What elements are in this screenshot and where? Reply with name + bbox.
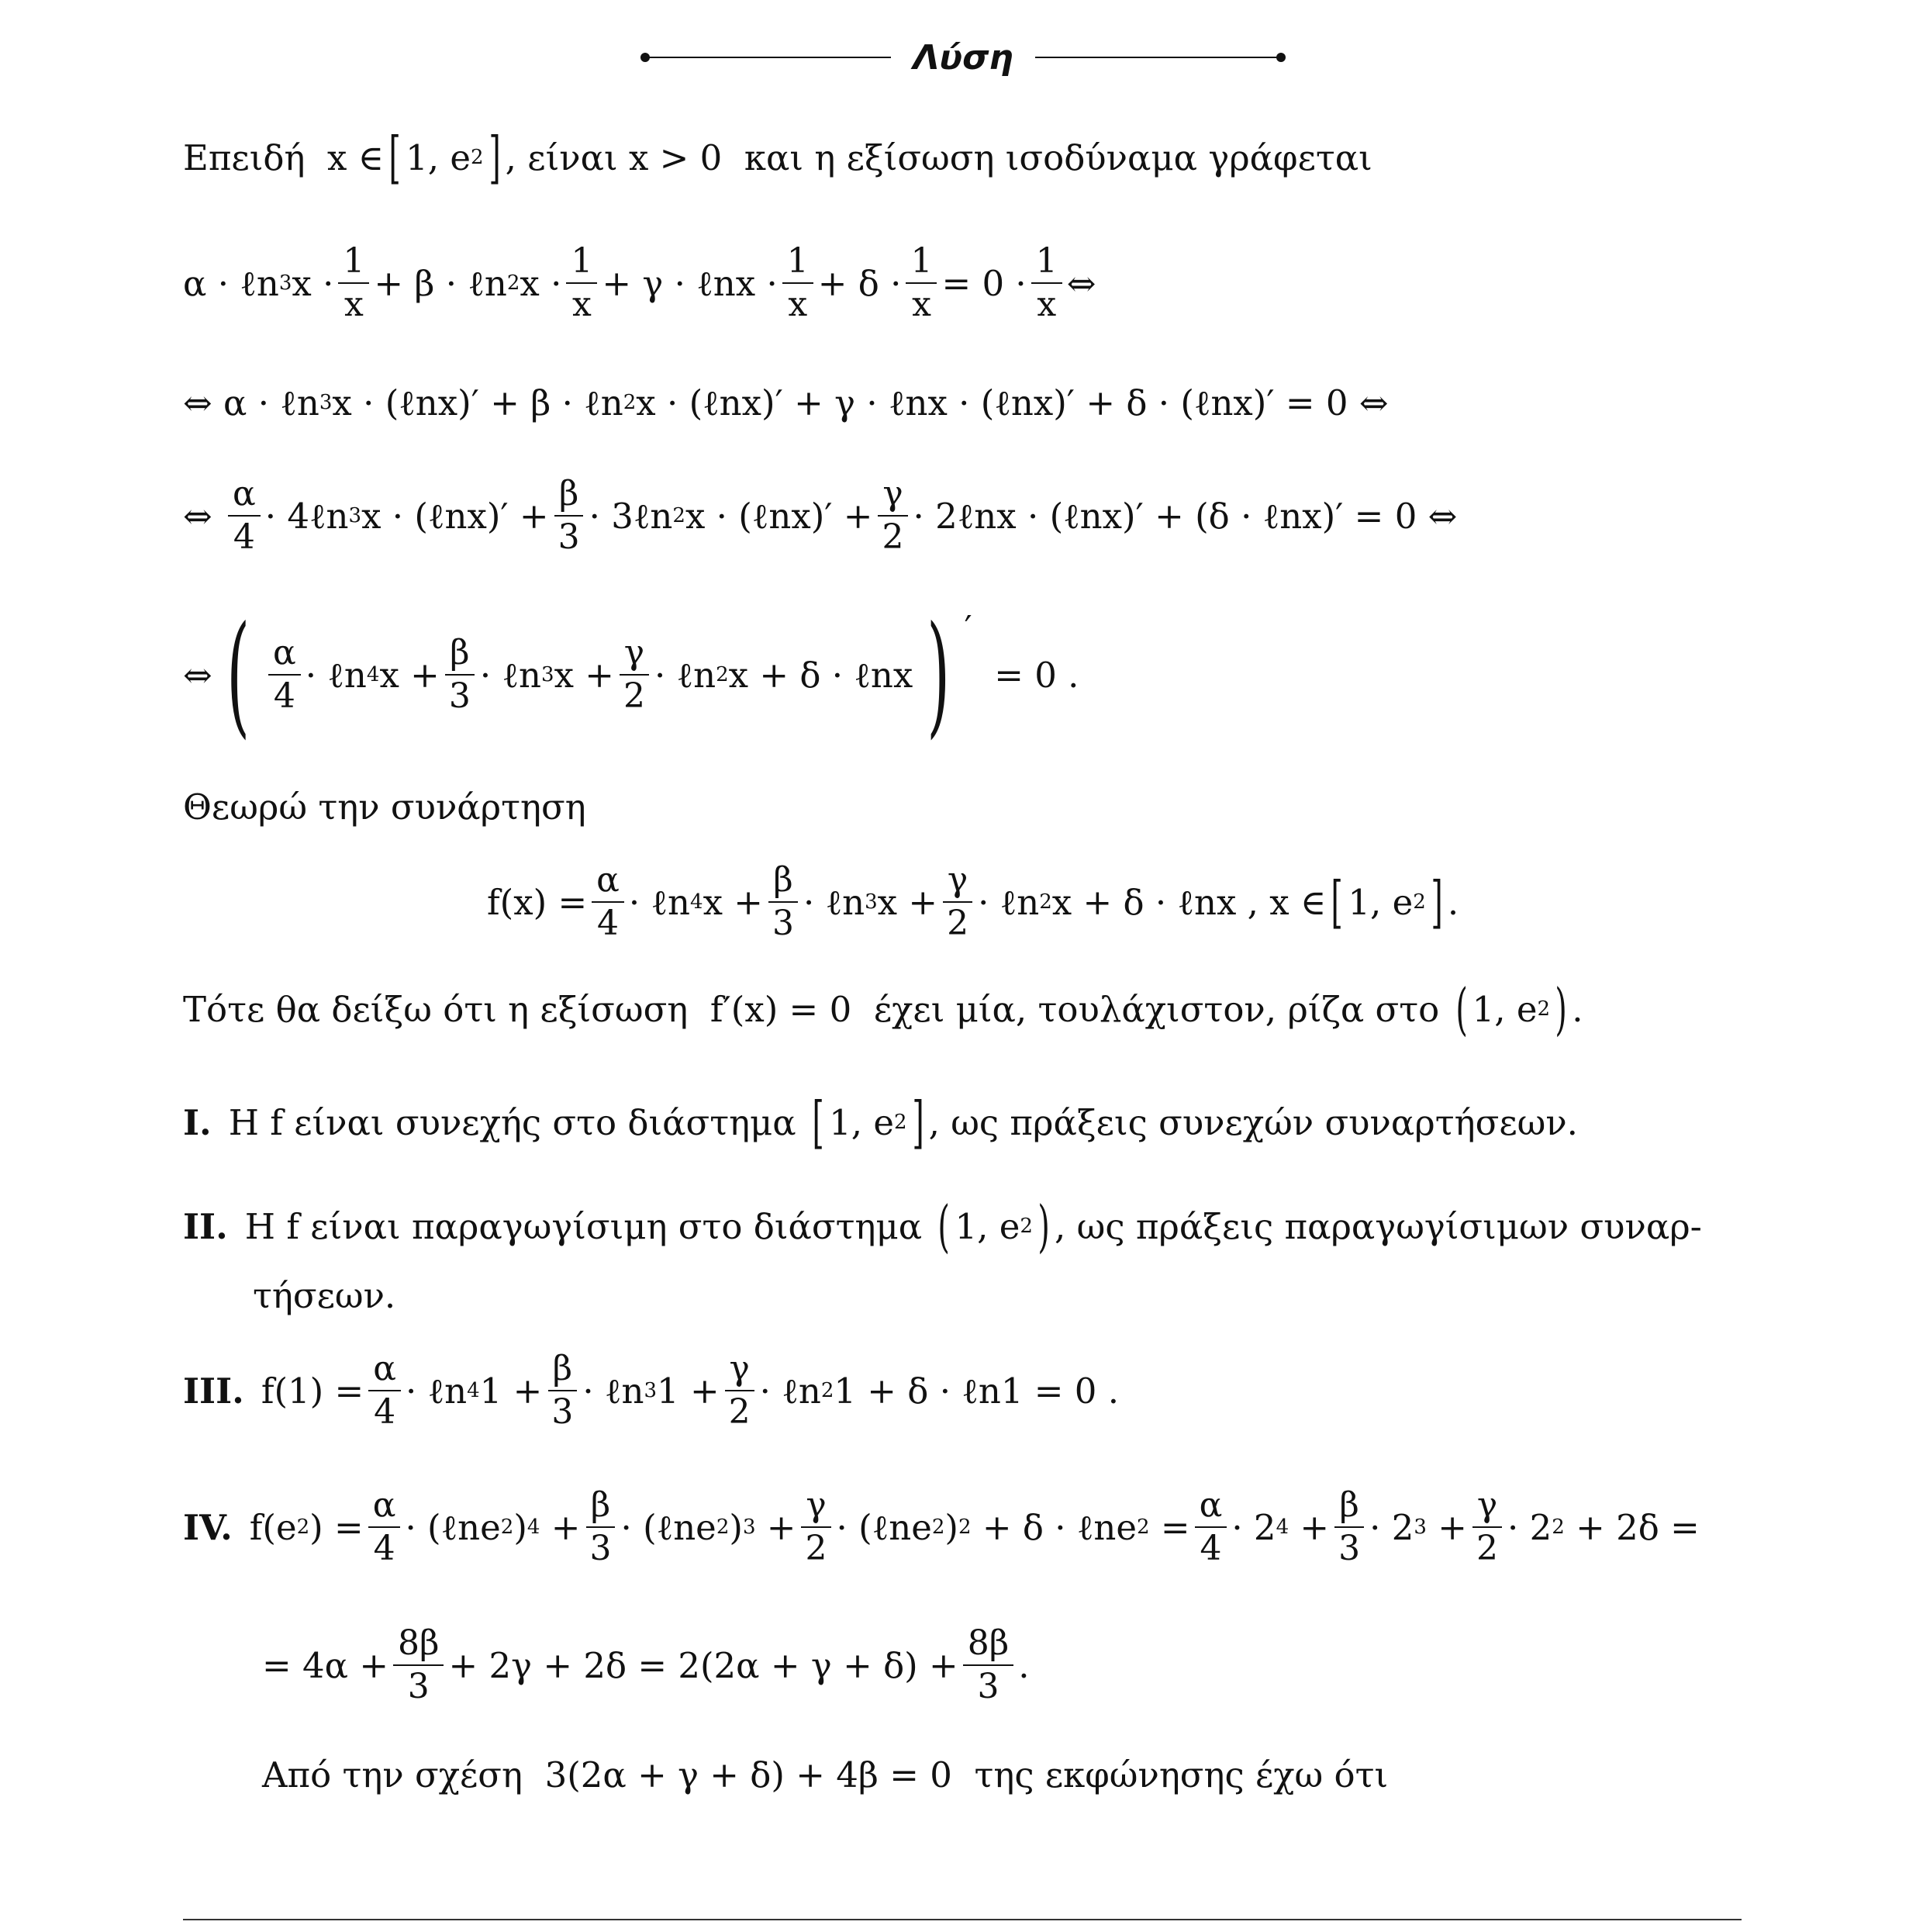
fraction [801, 1484, 832, 1568]
item-label: II. [183, 1205, 228, 1247]
math-fragment: · ℓn [978, 881, 1040, 923]
denominator: 4 [233, 517, 255, 557]
numerator: 8β [393, 1626, 444, 1666]
math-fragment: · 2ℓnx · (ℓnx)′ + (δ · ℓnx)′ = 0 ⇔ [913, 495, 1458, 537]
math-fragment: ⇔ α · ℓn [183, 382, 319, 423]
math-fragment: · ℓn [654, 654, 716, 696]
section-header [645, 34, 1281, 81]
text-fragment: και η εξίσωση ισοδύναμα γράφεται [744, 137, 1372, 178]
numerator: 1 [1031, 244, 1062, 284]
numerator: α [1195, 1488, 1227, 1528]
fraction [338, 240, 369, 324]
paragraph-relation [262, 1744, 1388, 1806]
item-iv: IV. f(e 2 ) = $\frac{\alpha}{4}$ · (ℓne 2 ) 4 + $\frac{\beta}{3}$ · (ℓne 2 ) 3 + $\frac{\gamma}{2}$ · (ℓne 2 ) 2 + δ · ℓne 2 = $\frac{\alpha}{4}$ · 2 4 + $\frac{\beta}{3}$ · 2 3 + $\frac{\gamma}{2}$ · 2 2 + 2δ = [183, 1484, 1700, 1568]
math-fragment: x + [703, 881, 763, 923]
numerator: γ [1472, 1488, 1502, 1528]
denominator: x [344, 285, 364, 324]
interval-text: 1, e [955, 1205, 1020, 1247]
denominator: x [788, 285, 808, 324]
math-fragment: · 2 [1369, 1506, 1414, 1548]
math-fragment: x · [520, 262, 562, 304]
math-fragment: x · (ℓnx)′ + β · ℓn [332, 382, 623, 423]
item-label: III. [183, 1370, 244, 1412]
item-label: IV. [183, 1506, 233, 1548]
math-fragment: x ∈ [327, 137, 385, 178]
item-iii: III. f(1) = $\frac{\alpha}{4}$ · ℓn 4 1 + $\frac{\beta}{3}$ · ℓn 3 1 + $\frac{\gamma}{2}$ · ℓn 2 1 + δ · ℓn1 = 0 . [183, 1348, 1120, 1432]
item-ii: II. Η f είναι παραγωγίσιμη στο διάστημα ( 1, e 2 ) , ως πράξεις παραγωγίσιμων συναρ- [183, 1194, 1702, 1259]
paragraph-define [183, 776, 586, 838]
math-fragment: 1 + δ · ℓn1 = 0 . [834, 1370, 1120, 1412]
text-fragment: , ως πράξεις συνεχών συναρτήσεων. [928, 1101, 1578, 1143]
denominator: 4 [597, 904, 620, 943]
fraction [566, 240, 597, 324]
math-fragment: x + δ · ℓnx , x ∈ [1051, 881, 1327, 923]
math-fragment: + [1438, 1506, 1467, 1548]
numerator: γ [878, 476, 907, 517]
numerator: β [768, 862, 797, 903]
numerator: α [268, 635, 301, 676]
denominator: x [912, 285, 931, 324]
fraction [228, 473, 261, 557]
text-fragment: Η f είναι συνεχής στο διάστημα [228, 1101, 796, 1143]
fraction [942, 859, 973, 943]
math-fragment: · ℓn [628, 881, 691, 923]
math-fragment: + [551, 1506, 581, 1548]
fraction [1031, 240, 1062, 324]
text-fragment: Επειδή [183, 137, 306, 178]
denominator: 2 [728, 1392, 751, 1432]
text-fragment: , είναι [505, 137, 618, 178]
iff-symbol: ⇔ [183, 654, 212, 696]
paragraph-goal: Τότε θα δείξω ότι η εξίσωση f′(x) = 0 έχει μία, τουλάχιστον, ρίζα στο ( 1, e 2 ) . [183, 976, 1583, 1042]
fraction [554, 473, 585, 557]
denominator: 2 [805, 1529, 827, 1568]
numerator: α [592, 862, 624, 903]
math-fragment: f(e [249, 1506, 297, 1548]
equation-1: α · ℓn 3 x · $\frac{1}{x}$ + β · ℓn 2 x · $\frac{1}{x}$ + γ · ℓnx · $\frac{1}{x}$ + δ · $\frac{1}{x}$ = 0 · $\frac{1}{x}$ ⇔ [183, 240, 1096, 324]
text-fragment: Από την σχέση [262, 1754, 523, 1795]
math-fragment: = 4α + [262, 1644, 389, 1686]
numerator: β [1334, 1488, 1363, 1528]
fraction [268, 632, 301, 716]
fraction [1472, 1484, 1503, 1568]
math-fragment: + [1300, 1506, 1330, 1548]
denominator: 2 [947, 904, 969, 943]
math-fragment: x + [379, 654, 440, 696]
equation-5 [262, 1615, 1030, 1716]
text-fragment: έχει μία, τουλάχιστον, ρίζα στο [873, 988, 1440, 1030]
math-fragment: + 2δ = [1576, 1506, 1700, 1548]
text-fragment: της εκφώνησης έχω ότι [974, 1754, 1389, 1795]
math-fragment: ) [513, 1506, 527, 1548]
denominator: 3 [448, 676, 471, 716]
numerator: 8β [963, 1626, 1013, 1666]
fraction [547, 1348, 578, 1432]
denominator: 4 [273, 676, 295, 716]
denominator: 2 [1476, 1529, 1498, 1568]
fraction [724, 1348, 755, 1432]
denominator: 3 [977, 1667, 999, 1706]
fraction [368, 1484, 401, 1568]
interval-text: 1, e [406, 137, 471, 178]
math-fragment: f(x) = [487, 881, 588, 923]
math-fragment: ) [729, 1506, 743, 1548]
numerator: 1 [782, 244, 813, 284]
fraction [906, 240, 937, 324]
fraction [1195, 1484, 1227, 1568]
header-rule-right [1035, 57, 1281, 58]
right-paren: ) [927, 598, 951, 752]
math-fragment: + δ · ℓne [982, 1506, 1138, 1548]
math-fragment: + 2γ + 2δ = 2(2α + γ + δ) + [448, 1644, 958, 1686]
numerator: β [586, 1488, 615, 1528]
math-fragment: · ℓn [405, 1370, 468, 1412]
equation-2: ⇔ α · ℓn 3 x · (ℓnx)′ + β · ℓn 2 x · (ℓnx)′ + γ · ℓnx · (ℓnx)′ + δ · (ℓnx)′ = 0 ⇔ [183, 382, 1389, 423]
function-definition: f(x) = $\frac{\alpha}{4}$ · ℓn 4 x + $\frac{\beta}{3}$ · ℓn 3 x + $\frac{\gamma}{2}$ · ℓn 2 x + δ · ℓnx , x ∈ [ 1, e 2 ] . [487, 859, 1459, 943]
left-paren: ( [1455, 976, 1468, 1042]
math-fragment: · ℓn [759, 1370, 821, 1412]
fraction [444, 632, 475, 716]
math-fragment: . [1447, 881, 1459, 923]
denominator: 3 [589, 1529, 612, 1568]
math-fragment: · ℓn [803, 881, 865, 923]
right-bracket: ] [488, 125, 501, 190]
text-fragment: τήσεων. [253, 1274, 396, 1316]
math-fragment: α · ℓn [183, 262, 279, 304]
numerator: γ [943, 862, 972, 903]
denominator: 2 [623, 676, 645, 716]
iff-symbol: ⇔ [183, 495, 212, 537]
item-i: I. Η f είναι συνεχής στο διάστημα [ 1, e 2 ] , ως πράξεις συνεχών συναρτήσεων. [183, 1090, 1578, 1155]
math-fragment: · ℓn [479, 654, 542, 696]
math-fragment: x > 0 [628, 137, 723, 178]
fraction [619, 632, 650, 716]
numerator: γ [620, 635, 649, 676]
fraction [782, 240, 813, 324]
numerator: α [368, 1488, 401, 1528]
denominator: 4 [1200, 1529, 1222, 1568]
left-bracket: [ [388, 125, 401, 190]
numerator: 1 [566, 244, 597, 284]
numerator: β [554, 476, 583, 517]
prime-mark: ′ [964, 608, 972, 648]
text-fragment: . [1572, 988, 1583, 1030]
math-fragment: + δ · [817, 262, 902, 304]
fraction [768, 859, 799, 943]
fraction [393, 1623, 444, 1706]
denominator: 3 [772, 904, 794, 943]
math-fragment: x + [877, 881, 938, 923]
equation-3: ⇔ $\frac{\alpha}{4}$ · 4ℓn 3 x · (ℓnx)′ + $\frac{\beta}{3}$ · 3ℓn 2 x · (ℓnx)′ + $\frac{\gamma}{2}$ · 2ℓnx · (ℓnx)′ + (δ · ℓnx)′ = 0 ⇔ [183, 473, 1458, 557]
denominator: 4 [374, 1392, 396, 1432]
math-fragment: x + [554, 654, 614, 696]
math-fragment: ) [944, 1506, 958, 1548]
text-fragment: Θεωρώ την συνάρτηση [183, 786, 586, 828]
numerator: 1 [906, 244, 937, 284]
math-fragment: + γ · ℓnx · [602, 262, 778, 304]
denominator: 2 [882, 517, 904, 557]
item-ii-continuation [253, 1264, 395, 1326]
math-fragment: 3(2α + γ + δ) + 4β = 0 [544, 1754, 952, 1795]
math-fragment: x + δ · ℓnx [728, 654, 913, 696]
left-paren: ( [226, 598, 250, 752]
bottom-rule [183, 1919, 1742, 1920]
numerator: γ [801, 1488, 830, 1528]
left-bracket: [ [812, 1090, 824, 1155]
math-fragment: · (ℓne [836, 1506, 932, 1548]
numerator: α [368, 1351, 401, 1391]
header-rule-left [645, 57, 891, 58]
interval-text: 1, e [829, 1101, 894, 1143]
math-fragment: · (ℓne [620, 1506, 716, 1548]
math-fragment: · 4ℓn [264, 495, 349, 537]
numerator: β [548, 1351, 577, 1391]
math-fragment: 1 + [479, 1370, 543, 1412]
math-fragment: x · (ℓnx)′ + [685, 495, 873, 537]
fraction [1334, 1484, 1365, 1568]
math-fragment: x · (ℓnx)′ + [361, 495, 549, 537]
interval-text: 1, e [1348, 881, 1414, 923]
denominator: 3 [558, 517, 580, 557]
fraction [368, 1348, 401, 1432]
math-fragment: + β · ℓn [374, 262, 507, 304]
denominator: 3 [407, 1667, 430, 1706]
text-fragment: Τότε θα δείξω ότι η εξίσωση [183, 988, 689, 1030]
math-fragment: . [1018, 1644, 1030, 1686]
fraction [878, 473, 909, 557]
math-fragment: f(1) = [261, 1370, 364, 1412]
math-fragment: · ℓn [582, 1370, 644, 1412]
right-bracket: ] [1431, 869, 1443, 935]
iff-symbol: ⇔ [1066, 262, 1096, 304]
numerator: β [445, 635, 474, 676]
section-title: Λύση [913, 37, 1013, 78]
fraction [592, 859, 624, 943]
numerator: γ [725, 1351, 754, 1391]
math-fragment: · (ℓne [405, 1506, 501, 1548]
math-fragment: ) = [309, 1506, 364, 1548]
right-bracket: ] [911, 1090, 924, 1155]
denominator: x [1037, 285, 1057, 324]
math-fragment: x · (ℓnx)′ + γ · ℓnx · (ℓnx)′ + δ · (ℓnx)′ = 0 ⇔ [636, 382, 1389, 423]
numerator: α [228, 476, 261, 517]
math-fragment: = [1160, 1506, 1190, 1548]
numerator: 1 [338, 244, 369, 284]
fraction [585, 1484, 616, 1568]
right-paren: ) [1037, 1194, 1050, 1259]
math-fragment: · 2 [1231, 1506, 1276, 1548]
denominator: 4 [373, 1529, 395, 1568]
text-fragment: , ως πράξεις παραγωγίσιμων συναρ- [1055, 1205, 1702, 1247]
math-fragment: = 0 . [994, 654, 1079, 696]
math-fragment: · ℓn [305, 654, 367, 696]
left-bracket: [ [1331, 869, 1344, 935]
math-fragment: · 3ℓn [589, 495, 673, 537]
equation-4: ⇔ ( $\frac{\alpha}{4}$ · ℓn 4 x + $\frac{\beta}{3}$ · ℓn 3 x + $\frac{\gamma}{2}$ · ℓn 2 x + δ · ℓnx ) ′ = 0 . [183, 598, 1079, 752]
math-fragment: + [766, 1506, 796, 1548]
interval-text: 1, e [1472, 988, 1538, 1030]
denominator: x [572, 285, 592, 324]
text-fragment: Η f είναι παραγωγίσιμη στο διάστημα [244, 1205, 923, 1247]
intro-sentence: Επειδή x ∈ [ 1, e 2 ] , είναι x > 0 και η εξίσωση ισοδύναμα γράφεται [183, 125, 1372, 190]
math-fragment: = 0 · [941, 262, 1027, 304]
denominator: 3 [1338, 1529, 1361, 1568]
math-fragment: · 2 [1507, 1506, 1552, 1548]
math-fragment: f′(x) = 0 [709, 988, 852, 1030]
math-fragment: 1 + [657, 1370, 720, 1412]
denominator: 3 [551, 1392, 574, 1432]
fraction [963, 1623, 1013, 1706]
item-label: I. [183, 1101, 212, 1143]
right-paren: ) [1555, 976, 1567, 1042]
left-paren: ( [937, 1194, 951, 1259]
math-fragment: x · [292, 262, 334, 304]
